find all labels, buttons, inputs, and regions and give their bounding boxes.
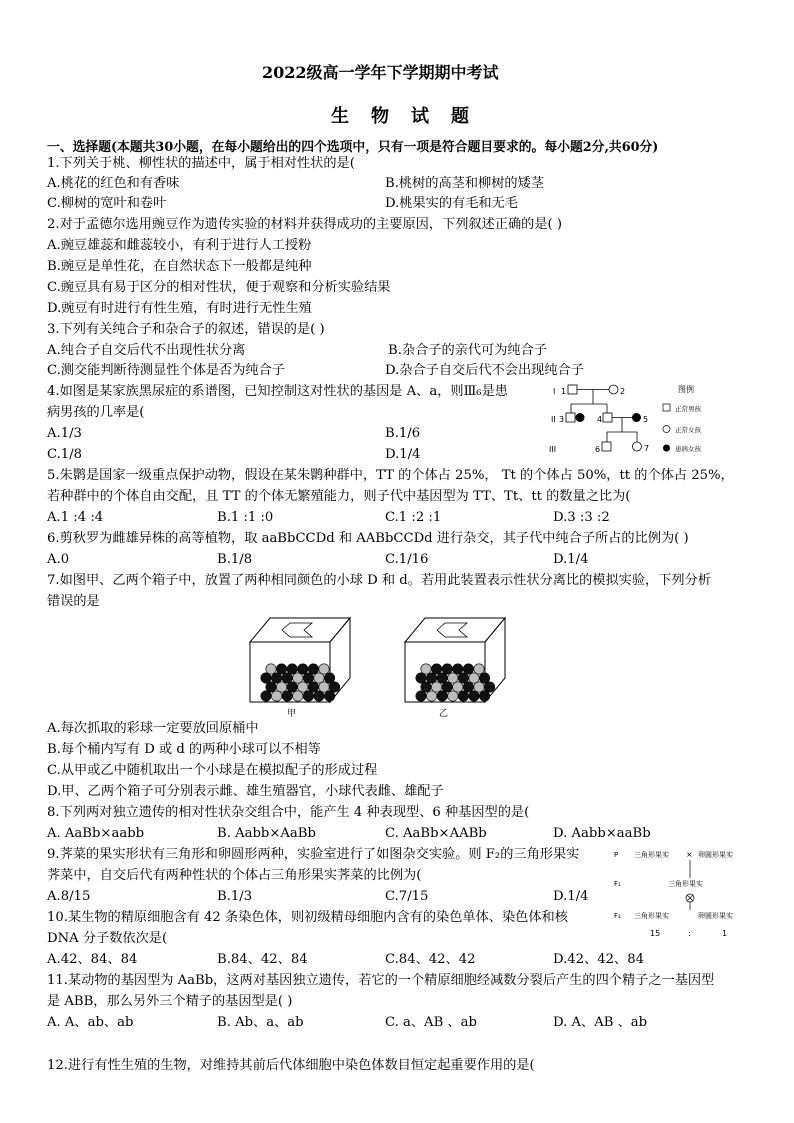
id-3: 3: [559, 415, 565, 424]
option-a: A.42、84、84: [47, 952, 138, 967]
ball-dark: [458, 673, 468, 683]
option-a: A. AaBb×aabb: [47, 826, 145, 841]
question-stem: 2.对于孟德尔选用豌豆作为遗传实验的材料并获得成功的主要原因，下列叙述正确的是( ): [47, 217, 562, 232]
question-stem-cont: DNA 分子数依次是(: [47, 931, 168, 946]
option-b: B.84、42、84: [217, 952, 308, 967]
cross-times: ×: [686, 850, 693, 859]
ind-5-affected-female: [632, 413, 641, 422]
ind-4-normal-male: [603, 413, 612, 422]
ball-dark: [442, 682, 452, 692]
cross-f1: F₁: [614, 880, 621, 888]
option-c: C.从甲或乙中随机取出一个小球是在模拟配子的形成过程: [47, 763, 378, 778]
ball-light: [474, 664, 484, 674]
ball-dark: [479, 673, 489, 683]
question-stem: 7.如图甲、乙两个箱子中，放置了两种相同颜色的小球 D 和 d。若用此装置表示性状分离比的模拟实验，下列分析: [47, 573, 711, 588]
option-d: D.豌豆有时进行有性生殖，有时进行无性生殖: [47, 301, 312, 316]
cross-f2-oval: 卵圆形果实: [698, 912, 733, 920]
ball-light: [271, 691, 281, 701]
id-1: 1: [561, 387, 567, 396]
ball-dark: [469, 691, 479, 701]
cross-p: P: [614, 851, 619, 859]
question-stem: 3.下列有关纯合子和杂合子的叙述，错误的是( ): [47, 322, 325, 337]
ball-dark: [324, 691, 334, 701]
option-d: D.42、42、84: [553, 952, 645, 967]
question-stem: 12.进行有性生殖的生物，对维持其前后代体细胞中染色体数目恒定起重要作用的是(: [47, 1058, 535, 1073]
ball-dark: [287, 682, 297, 692]
option-a: A.桃花的红色和有香味: [47, 176, 180, 191]
ball-dark: [463, 682, 473, 692]
ball-light: [469, 673, 479, 683]
ball-dark: [261, 691, 271, 701]
question-stem: 9.荠菜的果实形状有三角形和卵圆形两种，实验室进行了如图杂交实验。则 F₂的三角形果实: [47, 847, 580, 862]
ball-dark: [421, 682, 431, 692]
ball-light: [298, 682, 308, 692]
option-c: C.1/8: [47, 447, 83, 462]
question-stem-cont: 是 ABB，那么另外三个精子的基因型是( ): [47, 994, 293, 1009]
ball-light: [314, 673, 324, 683]
cross-f1-tri: 三角形果实: [668, 880, 703, 888]
ball-light: [474, 682, 484, 692]
option-c: C.测交能判断待测显性个体是否为纯合子: [47, 363, 285, 378]
ball-dark: [298, 664, 308, 674]
question-stem: 6.剪秋罗为雌雄异株的高等植物，取 aaBbCCDd 和 AABbCCDd 进行杂交，其子代中纯合子所占的比例为( ): [47, 531, 689, 546]
option-c: C.7/15: [385, 889, 429, 904]
option-a: A.1/3: [47, 426, 82, 441]
legend-circle-icon: [663, 426, 670, 433]
option-b: B.1/3: [217, 889, 253, 904]
option-a: A.8/15: [47, 889, 91, 904]
option-b: B.1 :1 :0: [217, 510, 274, 525]
ball-dark: [416, 691, 426, 701]
cross-f2: F₂: [614, 912, 621, 920]
option-c: C.豌豆具有易于区分的相对性状，便于观察和分析实验结果: [47, 280, 391, 295]
question-stem-cont: 错误的是: [47, 594, 100, 609]
ball-dark: [426, 673, 436, 683]
ball-dark: [437, 673, 447, 683]
option-d: D.1/4: [553, 552, 589, 567]
option-c: C.84、42、42: [385, 952, 476, 967]
ind-7-normal-female: [633, 442, 642, 451]
question-stem: 8.下列两对独立遗传的相对性状杂交组合中，能产生 4 种表现型、6 种基因型的是(: [47, 805, 530, 820]
ball-dark: [324, 673, 334, 683]
ball-dark: [282, 691, 292, 701]
option-c: C.1 :2 :1: [385, 510, 442, 525]
ball-dark: [463, 664, 473, 674]
ball-light: [293, 691, 303, 701]
cross-n-tri: 15: [650, 929, 661, 938]
option-d: D.杂合子自交后代不会出现纯合子: [385, 363, 584, 378]
question-stem-cont: 病男孩的几率是(: [47, 405, 145, 420]
gen-label-3: III: [549, 445, 557, 454]
ball-light: [276, 682, 286, 692]
ball-dark: [303, 673, 313, 683]
ball-dark: [437, 691, 447, 701]
cross-colon: :: [688, 929, 691, 938]
legend-affected-female: 患病女孩: [675, 445, 701, 453]
id-5: 5: [643, 415, 649, 424]
cross-p-tri: 三角形果实: [634, 851, 669, 859]
ind-6-unknown: [602, 442, 611, 451]
ind-3-normal-male: [566, 413, 575, 422]
ball-dark: [431, 664, 441, 674]
ball-dark: [271, 673, 281, 683]
box-label-yi: 乙: [439, 709, 449, 719]
ball-dark: [453, 664, 463, 674]
option-c: C.1/16: [385, 552, 429, 567]
ball-light: [448, 673, 458, 683]
cross-diagram: [612, 846, 762, 942]
ball-light: [448, 691, 458, 701]
ball-light: [266, 664, 276, 674]
id-2: 2: [620, 387, 626, 396]
exam-subtitle: 生物试题: [331, 106, 491, 127]
question-stem: 11.某动物的基因型为 AaBb，这两对基因独立遗传，若它的一个精原细胞经减数分裂后产生的四个精子之一基因型: [47, 973, 715, 988]
ball-dark: [287, 664, 297, 674]
option-c: C.柳树的宽叶和卷叶: [47, 196, 167, 211]
option-b: B. Ab、a、ab: [217, 1015, 304, 1030]
option-a: A.纯合子自交后代不出现性状分离: [47, 343, 246, 358]
section-heading: 一、选择题(本题共30小题，在每小题给出的四个选项中，只有一项是符合题目要求的。每小题2分,共60分): [47, 140, 659, 155]
option-b: B.1/6: [385, 426, 421, 441]
ind-2-normal-female: [609, 385, 618, 394]
ball-dark: [303, 691, 313, 701]
ball-boxes-figure: [240, 612, 560, 722]
ball-light: [319, 682, 329, 692]
option-a: A. A、ab、ab: [47, 1015, 134, 1030]
option-d: D. A、AB 、ab: [553, 1015, 648, 1030]
ind-1-normal-male: [568, 385, 577, 394]
box-jia: [250, 618, 350, 702]
option-b: B.杂合子的亲代可为纯合子: [388, 343, 547, 358]
ball-light: [319, 664, 329, 674]
ball-light: [426, 691, 436, 701]
option-a: A.豌豆雄蕊和雌蕊较小，有利于进行人工授粉: [47, 238, 312, 253]
id-7: 7: [644, 444, 650, 453]
ball-dark: [266, 682, 276, 692]
ball-dark: [276, 664, 286, 674]
option-d: D.3 :3 :2: [553, 510, 610, 525]
ball-dark: [416, 673, 426, 683]
question-stem: 10.某生物的精原细胞含有 42 条染色体，则初级精母细胞内含有的染色单体、染色体和核: [47, 910, 568, 925]
ball-dark: [329, 682, 339, 692]
id-6: 6: [595, 445, 601, 454]
option-d: D.桃果实的有毛和无毛: [385, 196, 518, 211]
option-b: B.每个桶内写有 D 或 d 的两种小球可以不相等: [47, 742, 321, 757]
option-b: B. Aabb×AaBb: [217, 826, 316, 841]
legend-normal-female: 正常女孩: [675, 426, 701, 434]
option-a: A.每次抓取的彩球一定要放回原桶中: [47, 721, 259, 736]
legend-normal-male: 正常男孩: [675, 405, 701, 413]
box-yi: [405, 618, 505, 702]
question-stem: 5.朱鹮是国家一级重点保护动物，假设在某朱鹮种群中，TT 的个体占 25%， Tt 的个体占 50%，tt 的个体占 25%，: [47, 468, 734, 483]
exam-title: 2022级高一学年下学期期中考试: [262, 63, 499, 82]
ball-dark: [442, 664, 452, 674]
option-d: D.1/4: [385, 447, 421, 462]
ball-dark: [458, 691, 468, 701]
pedigree-chart: [545, 380, 745, 460]
option-b: B.桃树的高茎和柳树的矮茎: [385, 176, 544, 191]
gen-label-1: I: [553, 387, 556, 396]
box-label-jia: 甲: [287, 709, 297, 719]
id-4: 4: [597, 415, 603, 424]
option-b: B.1/8: [217, 552, 253, 567]
ball-dark: [314, 691, 324, 701]
ball-dark: [308, 664, 318, 674]
cross-n-oval: 1: [722, 929, 728, 938]
ball-light: [453, 682, 463, 692]
question-stem: 4.如图是某家族黑尿症的系谱图，已知控制这对性状的基因是 A、a，则Ⅲ₆是患: [47, 384, 508, 399]
ball-dark: [308, 682, 318, 692]
cross-f2-tri: 三角形果实: [634, 912, 669, 920]
ball-dark: [484, 682, 494, 692]
ball-light: [431, 682, 441, 692]
legend-title: 图例: [678, 385, 694, 394]
option-a: A.0: [47, 552, 70, 567]
option-c: C. AaBb×AABb: [385, 826, 487, 841]
ball-light: [293, 673, 303, 683]
legend-square-icon: [663, 404, 670, 411]
legend-filled-circle-icon: [663, 445, 670, 452]
question-stem: 1.下列关于桃、柳性状的描述中，属于相对性状的是(: [47, 156, 355, 171]
ball-dark: [479, 691, 489, 701]
option-b: B.豌豆是单性花，在自然状态下一般都是纯种: [47, 259, 312, 274]
option-d: D. Aabb×aaBb: [553, 826, 651, 841]
gen-label-2: II: [551, 415, 556, 424]
cross-p-oval: 卵圆形果实: [698, 851, 733, 859]
question-stem-cont: 荠菜中，自交后代有两种性状的个体占三角形果实荠菜的比例为(: [47, 868, 422, 883]
option-d: D.1/4: [553, 889, 589, 904]
ball-dark: [282, 673, 292, 683]
option-c: C. a、AB 、ab: [385, 1015, 477, 1030]
option-d: D.甲、乙两个箱子可分别表示雌、雄生殖器官，小球代表雌、雄配子: [47, 784, 444, 799]
option-a: A.1 :4 :4: [47, 510, 104, 525]
ball-dark: [261, 673, 271, 683]
question-stem-cont: 若种群中的个体自由交配，且 TT 的个体无繁殖能力，则子代中基因型为 TT、Tt、tt 的数量之比为(: [47, 489, 631, 504]
ball-light: [421, 664, 431, 674]
ind-affected-female: [576, 413, 585, 422]
